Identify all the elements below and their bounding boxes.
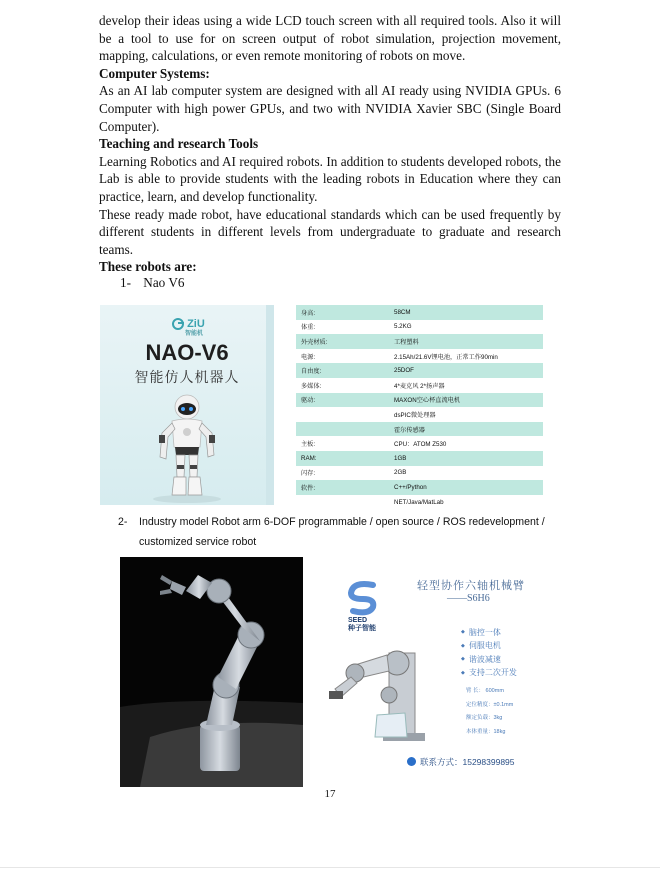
spec-row [296,495,543,510]
spec-value: 58CM [394,308,411,316]
spec-row [296,407,543,422]
spec-key: 自由度: [301,368,322,376]
list-item-robot-arm [118,512,568,552]
spec-row [296,349,543,364]
robot-arm-photo [120,557,303,787]
spec-row [296,451,543,466]
spec-row [296,378,543,393]
arm-product-illustration [325,625,455,745]
brand-name: SEED [348,617,368,624]
spec-row [296,422,543,437]
nao-spec-table [296,305,543,509]
spec-row [296,305,543,320]
spec-value: 25DOF [394,367,414,375]
spec-row [296,480,543,495]
ad-feature-item: ◆ 伺服电机 [461,639,517,652]
ad-spec-item: 本体重量：18kg [466,728,506,735]
list-number: 2- [118,516,128,528]
spec-value: NET/Java/MatLab [394,498,444,506]
spec-key: 外壳材质: [301,338,328,346]
spec-row [296,320,543,335]
spec-key: 闪存: [301,470,316,478]
spec-value: CPU：ATOM Z530 [394,441,447,449]
contact-text: 联系方式：15298399895 [420,757,515,767]
spec-value: 2.15Ah/21.6V锂电池，正常工作90min [394,353,498,361]
list-text: Nao V6 [143,275,185,290]
logo-subtext: 智能机 [185,331,204,338]
nao-robot-illustration [100,305,274,505]
spec-key: 驱动: [301,397,316,405]
ad-feature-item: ◆ 支持二次开发 [461,666,517,679]
spec-row [296,363,543,378]
spec-value: 霍尔传感器 [394,426,425,434]
spec-key: 体重: [301,324,316,332]
spec-value: 4*麦克风 2*扬声器 [394,382,445,390]
ad-spec-list [466,685,513,739]
spec-value: 5.2KG [394,323,412,331]
robot-arm-ad-image [325,563,551,775]
ad-spec-item: 定位精度：±0.1mm [466,701,514,708]
robot-arm-illustration [120,557,303,787]
spec-value: C++/Python [394,483,427,491]
heading-computer-systems: Computer Systems: [99,65,210,81]
spec-key: 电源: [301,353,316,361]
ad-spec-item: 臂 长： 600mm [466,688,504,694]
logo-text: ZiU [187,318,205,330]
ad-subtitle: ——S6H6 [447,593,490,604]
phone-icon [407,757,416,766]
ad-feature-item: ◆ 脑控一体 [461,626,517,639]
list-item-nao [120,275,184,291]
spec-key: RAM: [301,454,317,462]
spec-row [296,436,543,451]
seed-logo-icon [343,577,383,617]
spec-value: 工程塑料 [394,338,419,346]
ad-spec-item: 额定负载：3kg [466,715,503,721]
spec-row [296,466,543,481]
spec-key: 软件: [301,484,316,492]
spec-key: 主板: [301,441,316,449]
heading-robots-list: These robots are: [99,259,197,275]
spec-row [296,393,543,408]
ad-contact [407,756,515,768]
body-text-block [99,12,561,276]
page-number: 17 [324,788,336,800]
spec-key: 身高: [301,309,316,317]
list-number: 1- [120,275,131,290]
paragraph-computer-systems: As an AI lab computer system are designed with all AI ready using NVIDIA GPUs. 6 Computer with high power GPUs, and two with NVIDIA Xavier SBC (Single Board Computer). [99,83,561,134]
paragraph-ready-made: These ready made robot, have educational standards which can be used frequently by different students in different levels from undergraduate to graduate and research teams. [99,206,561,257]
spec-key: 多媒体: [301,382,322,390]
paragraph-lcd: develop their ideas using a wide LCD touch screen with all required tools. Also it will be a tool to use for on screen output of robot simulation, projection movement, mapping, calculations, or even remote monitoring of robots on move. [99,13,561,64]
list-text: Industry model Robot arm 6-DOF programmable / open source / ROS redevelopment / customized service robot [139,516,545,548]
nao-subtitle: 智能仿人机器人 [134,369,240,385]
spec-value: dsPIC微处理器 [394,411,436,419]
spec-row [296,334,543,349]
ad-title: 轻型协作六轴机械臂 [417,580,525,592]
spec-value: 2GB [394,469,407,477]
brand-subname: 种子智能 [348,625,376,632]
spec-value: 1GB [394,454,407,462]
ad-feature-list [461,626,517,680]
heading-teaching-tools: Teaching and research Tools [99,136,259,152]
nao-v6-image [100,305,274,505]
nao-title: NAO-V6 [145,340,229,365]
ad-feature-item: ◆ 谐波减速 [461,653,517,666]
paragraph-teaching-tools: Learning Robotics and AI required robots. In addition to students developed robots, the Lab is able to provide students with the leading robots in Education where they can practice, learn, and develop functionality. [99,153,561,204]
page-bottom-rule [0,867,660,868]
spec-value: MAXON空心杯直流电机 [394,397,461,405]
